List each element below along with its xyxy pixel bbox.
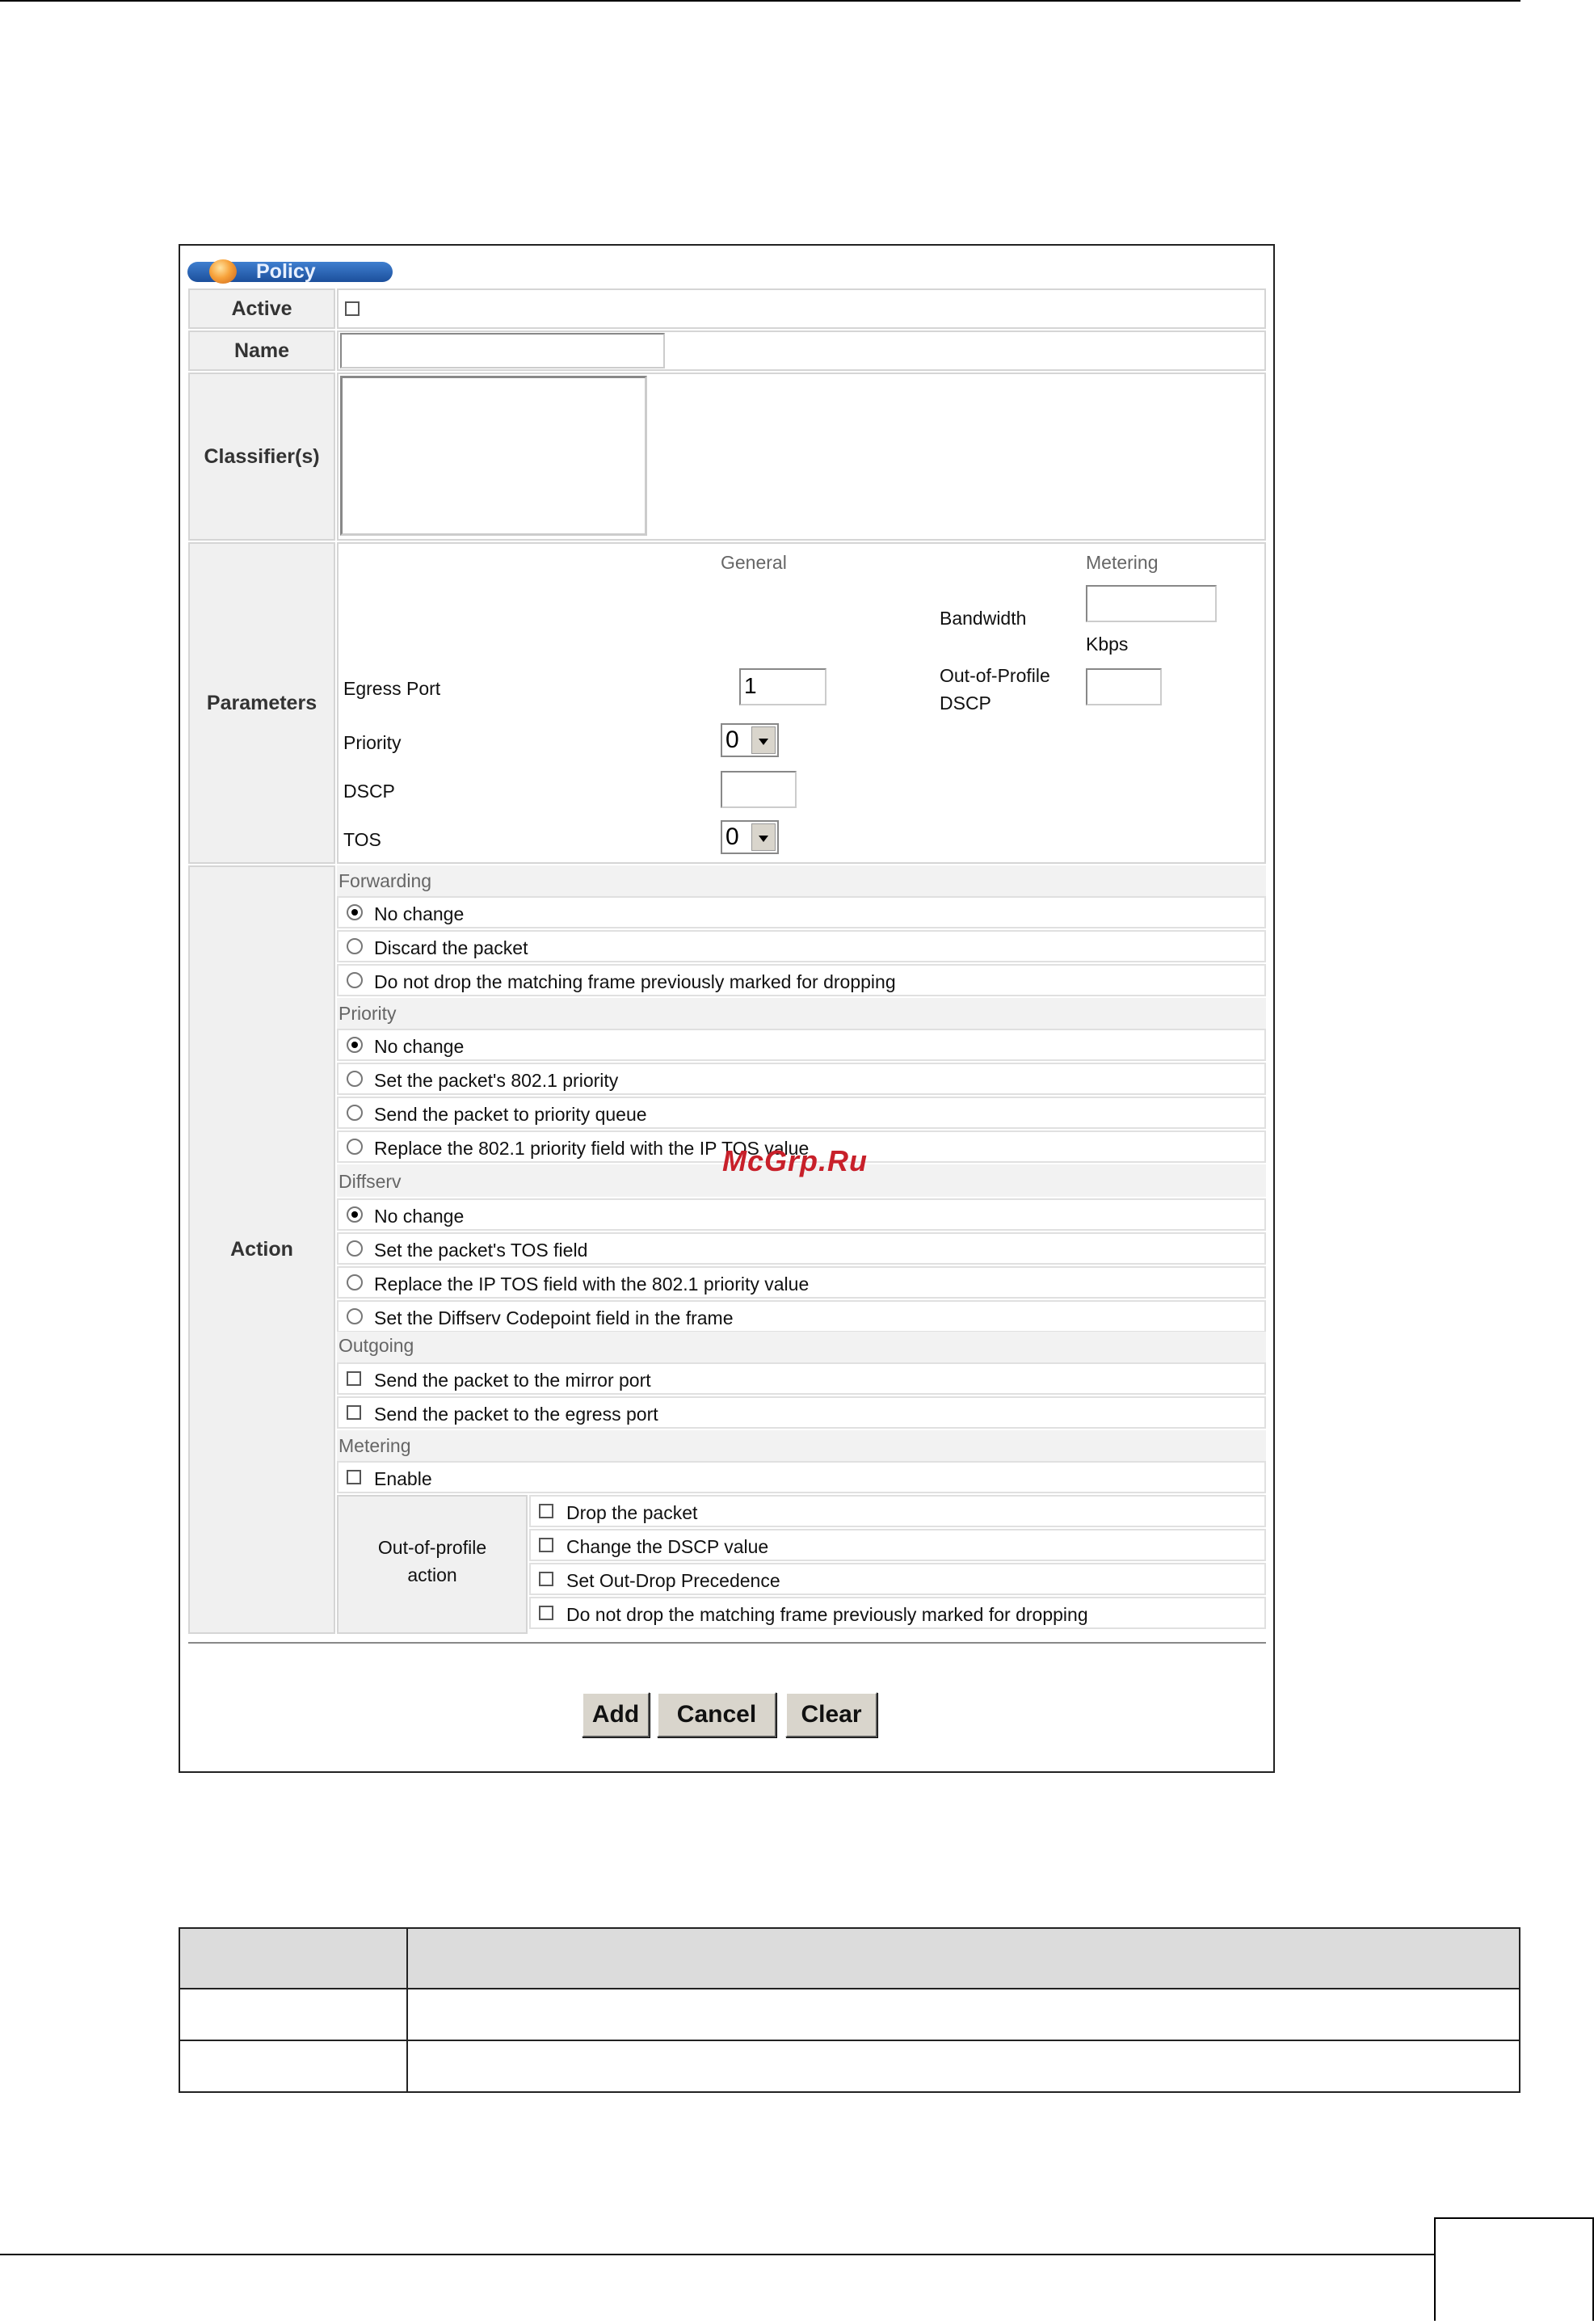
oop-checkbox[interactable] xyxy=(539,1572,553,1586)
metering-heading: Metering xyxy=(1086,552,1159,573)
option-label: Replace the IP TOS field with the 802.1 priority value xyxy=(374,1274,810,1295)
diffserv-option[interactable] xyxy=(337,1198,1266,1231)
classifiers-label: Classifier(s) xyxy=(188,373,335,541)
forwarding-option[interactable] xyxy=(337,896,1266,928)
panel-title-bar xyxy=(187,262,393,282)
priority-radio[interactable] xyxy=(347,1139,363,1155)
active-checkbox[interactable] xyxy=(345,301,360,316)
cancel-button[interactable]: Cancel xyxy=(657,1692,776,1737)
page-number-box xyxy=(1434,2217,1594,2321)
oop-option[interactable] xyxy=(529,1597,1266,1629)
dscp-input[interactable] xyxy=(721,771,797,808)
table-row xyxy=(179,1989,1520,2040)
top-rule xyxy=(0,0,1520,2)
oop-action-label: Out-of-profile xyxy=(377,1537,487,1558)
priority-option[interactable] xyxy=(337,1029,1266,1061)
dscp-label: DSCP xyxy=(343,781,395,802)
diffserv-radio[interactable] xyxy=(347,1274,363,1290)
bandwidth-unit: Kbps xyxy=(1086,634,1129,655)
option-label: No change xyxy=(374,1036,465,1057)
oop-checkbox[interactable] xyxy=(539,1538,553,1552)
action-label: Action xyxy=(188,865,335,1634)
option-label: Set Out-Drop Precedence xyxy=(566,1570,780,1591)
table-cell xyxy=(407,1989,1520,2040)
priority-label: Priority xyxy=(343,732,402,753)
option-label: Send the packet to the mirror port xyxy=(374,1370,651,1391)
diffserv-heading: Diffserv xyxy=(339,1171,402,1192)
oop-action-label-2: action xyxy=(407,1564,457,1585)
priority-option[interactable] xyxy=(337,1097,1266,1129)
active-cell xyxy=(337,288,1266,329)
table-cell xyxy=(179,1989,407,2040)
forwarding-radio[interactable] xyxy=(347,904,363,920)
table-row xyxy=(179,2040,1520,2092)
priority-radio[interactable] xyxy=(347,1105,363,1121)
table-header-cell xyxy=(407,1928,1520,1989)
option-label: Set the Diffserv Codepoint field in the frame xyxy=(374,1307,734,1328)
classifiers-cell xyxy=(337,373,1266,541)
name-input[interactable] xyxy=(340,333,665,368)
diffserv-radio[interactable] xyxy=(347,1206,363,1223)
priority-select[interactable] xyxy=(721,723,779,757)
outgoing-option[interactable] xyxy=(337,1396,1266,1429)
forwarding-option[interactable] xyxy=(337,930,1266,962)
bandwidth-label: Bandwidth xyxy=(940,608,1027,629)
tos-select-value: 0 xyxy=(726,823,739,850)
priority-heading: Priority xyxy=(339,1003,397,1024)
outgoing-checkbox[interactable] xyxy=(347,1371,361,1386)
forwarding-option[interactable] xyxy=(337,964,1266,996)
table-header-cell xyxy=(179,1928,407,1989)
option-label: Set the packet's 802.1 priority xyxy=(374,1070,619,1091)
priority-select-value: 0 xyxy=(726,726,739,753)
table-header-row xyxy=(179,1928,1520,1989)
option-label: Replace the 802.1 priority field with the IP TOS value xyxy=(374,1138,810,1159)
forwarding-radio[interactable] xyxy=(347,972,363,988)
option-label: Change the DSCP value xyxy=(566,1536,769,1557)
forwarding-heading: Forwarding xyxy=(339,870,432,891)
option-label: Discard the packet xyxy=(374,937,528,958)
panel-title: Policy xyxy=(256,260,316,283)
oop-option[interactable] xyxy=(529,1529,1266,1561)
outgoing-option[interactable] xyxy=(337,1362,1266,1395)
metering-enable-checkbox[interactable] xyxy=(347,1470,361,1484)
option-label: Do not drop the matching frame previously marked for dropping xyxy=(566,1604,1088,1625)
general-heading: General xyxy=(721,552,787,573)
outgoing-section xyxy=(337,1332,1266,1364)
bandwidth-input[interactable] xyxy=(1086,585,1217,622)
metering-section xyxy=(337,1430,1266,1463)
oop-action-label-cell xyxy=(337,1495,528,1634)
metering-action-heading: Metering xyxy=(339,1435,411,1456)
oop-checkbox[interactable] xyxy=(539,1606,553,1620)
button-separator xyxy=(188,1642,1266,1644)
forwarding-section xyxy=(337,865,1266,898)
priority-option[interactable] xyxy=(337,1063,1266,1095)
diffserv-option[interactable] xyxy=(337,1232,1266,1265)
forwarding-radio[interactable] xyxy=(347,938,363,954)
policy-panel xyxy=(179,244,1275,1773)
oop-option[interactable] xyxy=(529,1495,1266,1527)
option-label: No change xyxy=(374,1206,465,1227)
diffserv-radio[interactable] xyxy=(347,1308,363,1324)
option-label: Send the packet to priority queue xyxy=(374,1104,647,1125)
metering-enable-label: Enable xyxy=(374,1468,432,1489)
out-of-profile-label: Out-of-Profile xyxy=(940,665,1050,686)
oop-checkbox[interactable] xyxy=(539,1504,553,1518)
diffserv-option[interactable] xyxy=(337,1300,1266,1333)
option-label: No change xyxy=(374,903,465,924)
out-of-profile-dscp-label: DSCP xyxy=(940,693,991,714)
outgoing-checkbox[interactable] xyxy=(347,1405,361,1420)
table-cell xyxy=(179,2040,407,2092)
add-button[interactable]: Add xyxy=(582,1692,650,1737)
policy-orb-icon xyxy=(209,259,237,284)
watermark: McGrp.Ru xyxy=(722,1144,868,1177)
option-label: Send the packet to the egress port xyxy=(374,1404,658,1425)
diffserv-option[interactable] xyxy=(337,1266,1266,1299)
parameters-cell xyxy=(337,542,1266,864)
parameters-label: Parameters xyxy=(188,542,335,864)
option-label: Set the packet's TOS field xyxy=(374,1240,588,1261)
classifiers-listbox[interactable] xyxy=(340,376,647,536)
description-table xyxy=(179,1927,1520,2093)
footer-rule xyxy=(0,2254,1434,2255)
table-cell xyxy=(407,2040,1520,2092)
oop-option[interactable] xyxy=(529,1563,1266,1595)
priority-section xyxy=(337,998,1266,1030)
outgoing-heading: Outgoing xyxy=(339,1335,414,1356)
diffserv-radio[interactable] xyxy=(347,1240,363,1257)
priority-radio[interactable] xyxy=(347,1071,363,1087)
out-of-profile-dscp-input[interactable] xyxy=(1086,668,1162,705)
egress-port-label: Egress Port xyxy=(343,678,441,699)
clear-button[interactable]: Clear xyxy=(785,1692,877,1737)
chevron-down-icon xyxy=(751,726,776,754)
name-cell xyxy=(337,330,1266,371)
name-label: Name xyxy=(188,330,335,371)
tos-select[interactable] xyxy=(721,820,779,854)
chevron-down-icon xyxy=(751,823,776,851)
active-label: Active xyxy=(188,288,335,329)
egress-port-input[interactable]: 1 xyxy=(739,668,826,705)
priority-radio[interactable] xyxy=(347,1037,363,1053)
option-label: Do not drop the matching frame previously marked for dropping xyxy=(374,971,896,992)
metering-enable-row[interactable] xyxy=(337,1461,1266,1493)
option-label: Drop the packet xyxy=(566,1502,698,1523)
tos-label: TOS xyxy=(343,829,381,850)
